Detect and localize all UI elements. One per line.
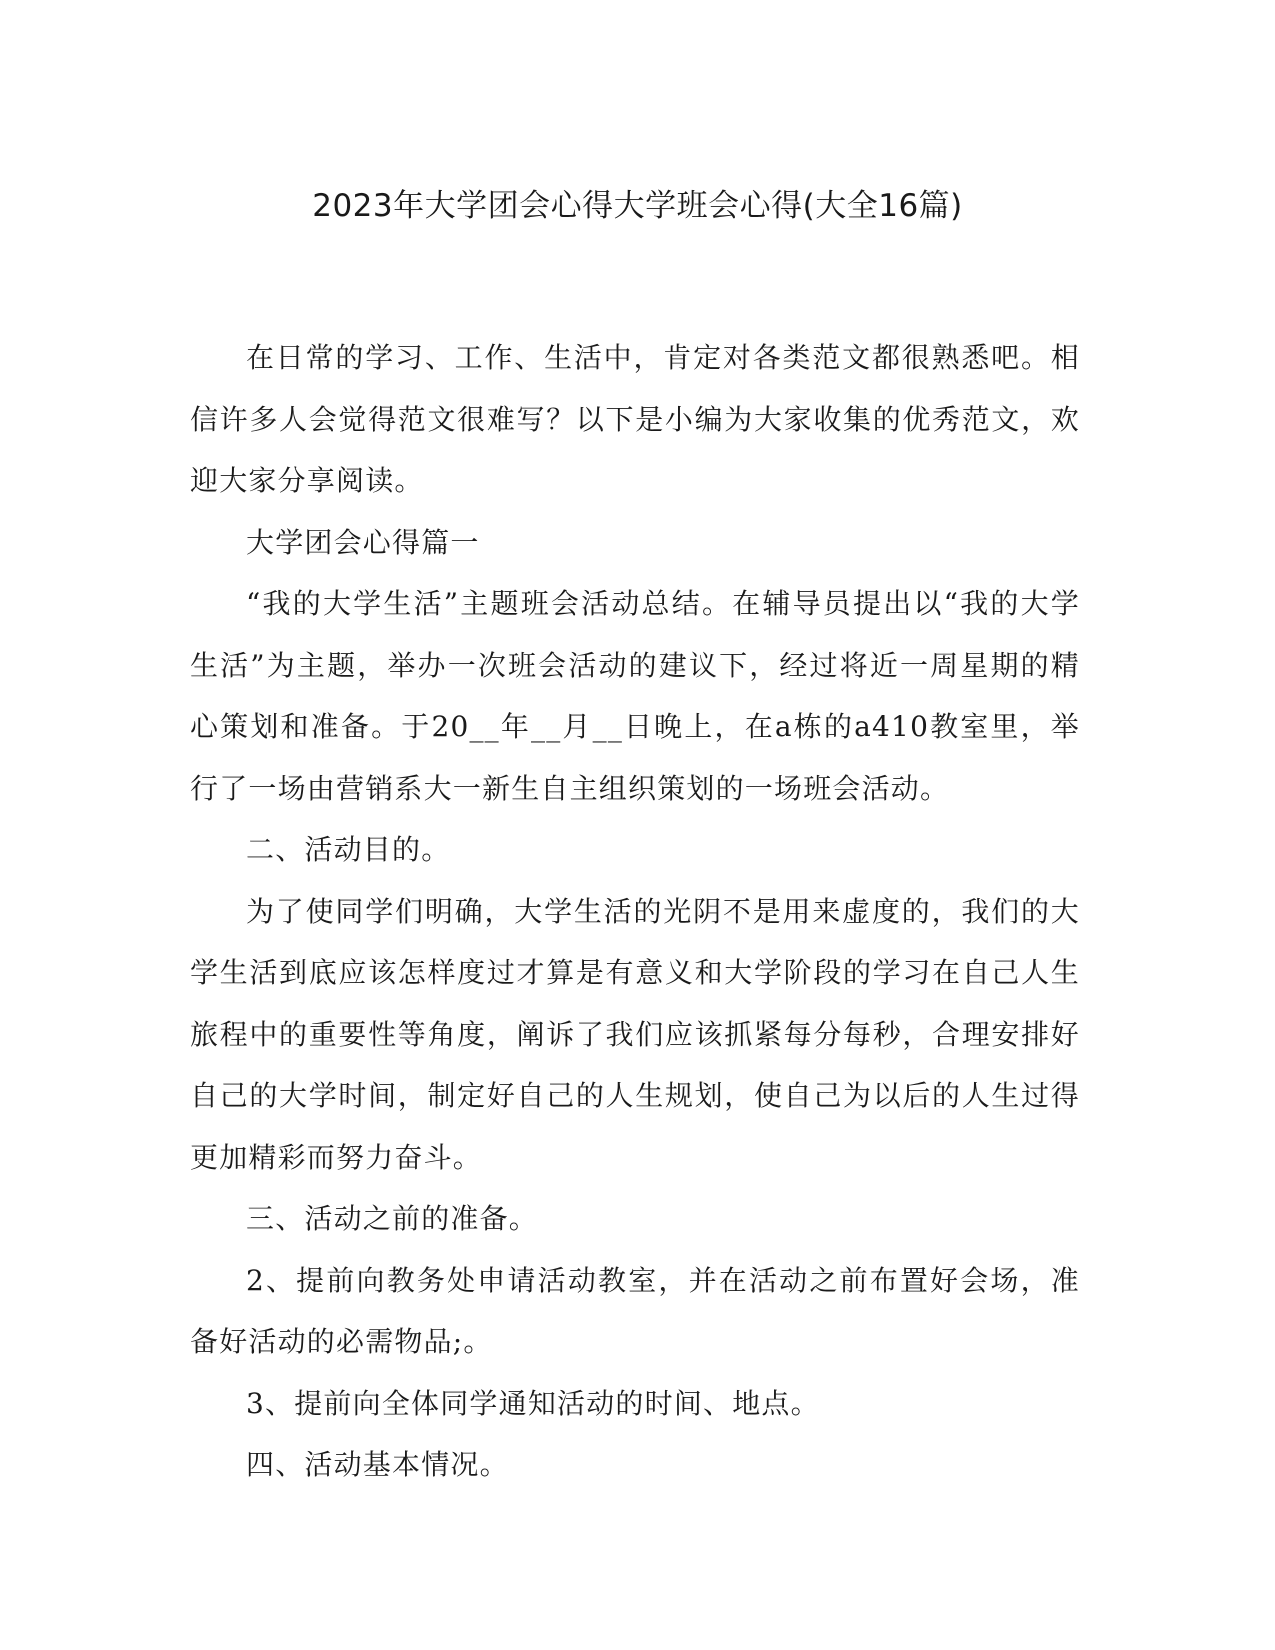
section-heading-part-one: 大学团会心得篇一	[246, 525, 480, 559]
preparation-item-3: 3、提前向全体同学通知活动的时间、地点。	[246, 1386, 820, 1420]
section-heading-purpose: 二、活动目的。	[246, 833, 451, 866]
preparation-item-2: 2、提前向教务处申请活动教室，并在活动之前布置好会场，准备好活动的必需物品;。	[190, 1263, 1080, 1358]
section-heading-basic-situation: 四、活动基本情况。	[246, 1448, 509, 1481]
section-heading-preparation: 三、活动之前的准备。	[246, 1202, 539, 1235]
intro-paragraph: 在日常的学习、工作、生活中，肯定对各类范文都很熟悉吧。相信许多人会觉得范文很难写？以下是小编为大家收集的优秀范文，欢迎大家分享阅读。	[190, 341, 1080, 497]
purpose-paragraph: 为了使同学们明确，大学生活的光阴不是用来虚度的，我们的大学生活到底应该怎样度过才算是有意义和大学阶段的学习在自己人生旅程中的重要性等角度，阐诉了我们应该抓紧每分每秒，合理安排好自己的大学时间，制定好自己的人生规划，使自己为以后的人生过得更加精彩而努力奋斗。	[190, 894, 1080, 1174]
summary-paragraph: “我的大学生活”主题班会活动总结。在辅导员提出以“我的大学生活”为主题，举办一次班会活动的建议下，经过将近一周星期的精心策划和准备。于20__年__月__日晚上，在a栋的a410教室里，举行了一场由营销系大一新生自主组织策划的一场班会活动。	[190, 587, 1080, 805]
document-body	[190, 327, 1080, 1496]
document-title: 2023年大学团会心得大学班会心得(大全16篇)	[312, 188, 963, 224]
